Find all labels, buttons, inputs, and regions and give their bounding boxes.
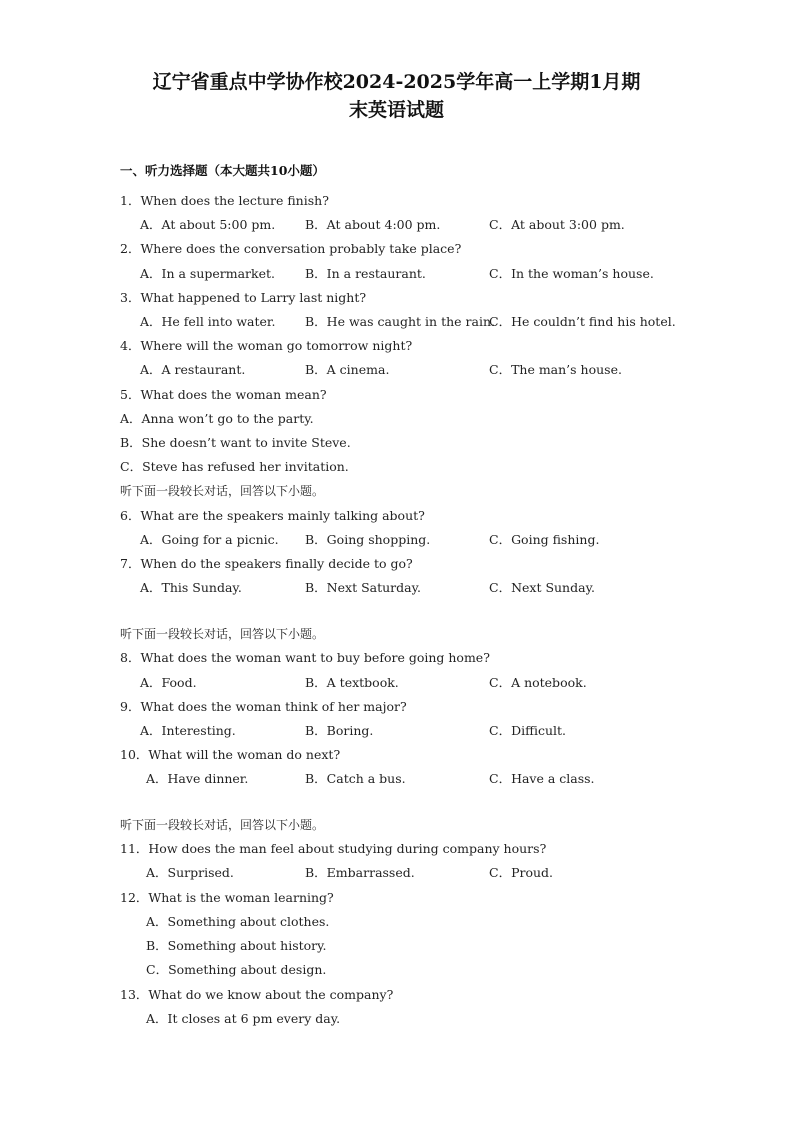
q10-option-b: B．Catch a bus. [305,771,406,786]
q5-option-c: C．Steve has refused her invitation. [120,459,349,474]
q13-option-a: A．It closes at 6 pm every day. [146,1011,341,1026]
document-title-line-1: 辽宁省重点中学协作校2024-2025学年高一上学期1月期 [152,71,641,93]
q11-option-a: A．Surprised. [146,865,234,880]
question-7: 7．When do the speakers finally decide to go? [120,556,413,571]
question-12: 12．What is the woman learning? [120,890,334,905]
question-2: 2．Where does the conversation probably take place? [120,241,462,256]
question-8: 8．What does the woman want to buy before going home? [120,650,490,665]
q11-option-c: C．Proud. [489,865,554,880]
dialogue-note-2: 听下面一段较长对话，回答以下小题。 [120,627,325,641]
q9-option-c: C．Difficult. [489,723,567,738]
dialogue-note-3: 听下面一段较长对话，回答以下小题。 [120,818,325,832]
q4-option-c: C．The man’s house. [489,362,622,377]
q3-option-a: A．He fell into water. [140,314,276,329]
q6-option-a: A．Going for a picnic. [140,532,279,547]
question-1: 1．When does the lecture finish? [120,193,329,208]
question-11: 11．How does the man feel about studying during company hours? [120,841,547,856]
q2-option-a: A．In a supermarket. [140,266,276,281]
q9-option-b: B．Boring. [305,723,374,738]
q6-option-b: B．Going shopping. [305,532,431,547]
q1-option-a: A．At about 5:00 pm. [140,217,276,232]
q3-option-b: B．He was caught in the rain. [305,314,495,329]
question-3: 3．What happened to Larry last night? [120,290,367,305]
q8-option-b: B．A textbook. [305,675,399,690]
q2-option-b: B．In a restaurant. [305,266,426,281]
q2-option-c: C．In the woman’s house. [489,266,654,281]
q10-option-a: A．Have dinner. [146,771,249,786]
q12-option-b: B．Something about history. [146,938,327,953]
q12-option-a: A．Something about clothes. [146,914,330,929]
document-title-line-2: 末英语试题 [348,99,444,121]
section-heading: 一、听力选择题（本大题共10小题） [120,163,325,178]
question-5: 5．What does the woman mean? [120,387,327,402]
q4-option-a: A．A restaurant. [140,362,246,377]
q10-option-c: C．Have a class. [489,771,595,786]
q8-option-c: C．A notebook. [489,675,587,690]
q8-option-a: A．Food. [140,675,197,690]
q3-option-c: C．He couldn’t find his hotel. [489,314,676,329]
q12-option-c: C．Something about design. [146,962,327,977]
q1-option-c: C．At about 3:00 pm. [489,217,625,232]
q7-option-c: C．Next Sunday. [489,580,595,595]
question-9: 9．What does the woman think of her major? [120,699,407,714]
q9-option-a: A．Interesting. [140,723,236,738]
q6-option-c: C．Going fishing. [489,532,600,547]
question-10: 10．What will the woman do next? [120,747,341,762]
q7-option-b: B．Next Saturday. [305,580,421,595]
dialogue-note-1: 听下面一段较长对话，回答以下小题。 [120,484,325,498]
q5-option-a: A．Anna won’t go to the party. [120,411,314,426]
q5-option-b: B．She doesn’t want to invite Steve. [120,435,351,450]
q7-option-a: A．This Sunday. [140,580,242,595]
q1-option-b: B．At about 4:00 pm. [305,217,441,232]
question-4: 4．Where will the woman go tomorrow night? [120,338,413,353]
q11-option-b: B．Embarrassed. [305,865,415,880]
q4-option-b: B．A cinema. [305,362,390,377]
question-13: 13．What do we know about the company? [120,987,394,1002]
question-6: 6．What are the speakers mainly talking about? [120,508,425,523]
